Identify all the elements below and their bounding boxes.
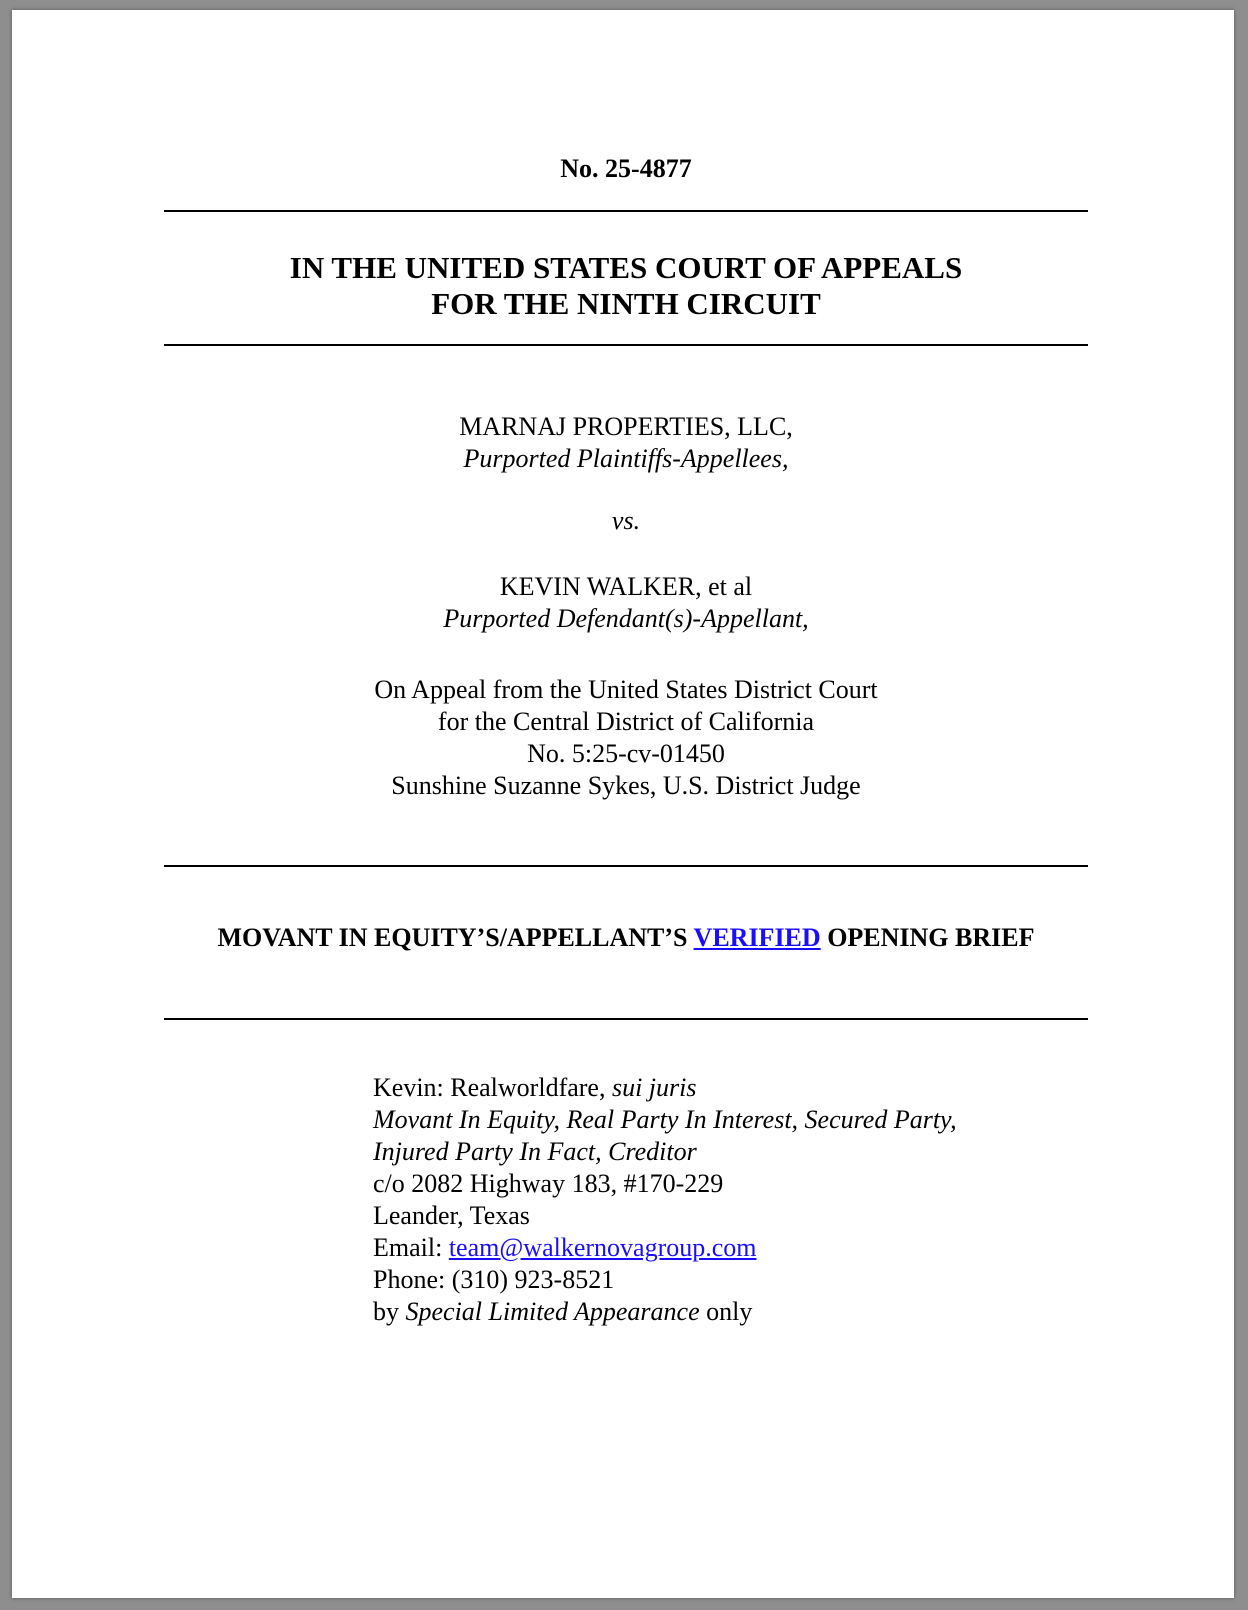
appeal-line-3: No. 5:25-cv-01450 — [527, 739, 725, 768]
brief-title-prefix: MOVANT IN EQUITY’S/APPELLANT’S — [217, 923, 694, 952]
phone-line: Phone: (310) 923-8521 — [373, 1265, 615, 1294]
versus: vs. — [611, 506, 641, 535]
signer-capacity-line-1: Movant In Equity, Real Party In Interest, Secured Party, — [373, 1105, 957, 1134]
verified-link[interactable]: VERIFIED — [693, 923, 821, 952]
defendant-block — [164, 571, 1088, 635]
address-line-1: c/o 2082 Highway 183, #170-229 — [373, 1169, 724, 1198]
signer-status: sui juris — [611, 1073, 697, 1102]
appeal-line-1: On Appeal from the United States District Court — [374, 675, 878, 704]
horizontal-rule — [164, 1018, 1088, 1020]
appearance-prefix: by — [373, 1297, 406, 1326]
horizontal-rule — [164, 210, 1088, 212]
email-line — [373, 1232, 957, 1264]
plaintiff-block — [164, 411, 1088, 475]
plaintiff-name: MARNAJ PROPERTIES, LLC, — [459, 412, 793, 441]
defendant-name: KEVIN WALKER, et al — [499, 572, 753, 601]
defendant-role: Purported Defendant(s)-Appellant, — [443, 604, 809, 633]
court-line-2: FOR THE NINTH CIRCUIT — [431, 286, 821, 321]
court-line-1: IN THE UNITED STATES COURT OF APPEALS — [289, 250, 963, 285]
appearance-suffix: only — [699, 1297, 753, 1326]
appeal-line-2: for the Central District of California — [437, 707, 815, 736]
appearance-line — [373, 1296, 957, 1328]
signer-name-line — [373, 1072, 957, 1104]
plaintiff-role: Purported Plaintiffs-Appellees, — [463, 444, 789, 473]
signature-block — [373, 1072, 957, 1328]
appearance-type: Special Limited Appearance — [405, 1297, 700, 1326]
address-line-2: Leander, Texas — [373, 1201, 530, 1230]
brief-title — [112, 923, 1140, 953]
signer-capacity-line-2: Injured Party In Fact, Creditor — [373, 1137, 697, 1166]
email-label: Email: — [373, 1233, 449, 1262]
brief-title-suffix: OPENING BRIEF — [820, 923, 1035, 952]
horizontal-rule — [164, 865, 1088, 867]
horizontal-rule — [164, 344, 1088, 346]
signer-name: Kevin: Realworldfare, — [373, 1073, 612, 1102]
email-link[interactable]: team@walkernovagroup.com — [448, 1233, 757, 1262]
case-number: No. 25-4877 — [560, 154, 692, 183]
appeal-info — [164, 674, 1088, 802]
document-page — [12, 10, 1234, 1598]
appeal-line-4: Sunshine Suzanne Sykes, U.S. District Judge — [391, 771, 861, 800]
court-heading — [164, 250, 1088, 322]
